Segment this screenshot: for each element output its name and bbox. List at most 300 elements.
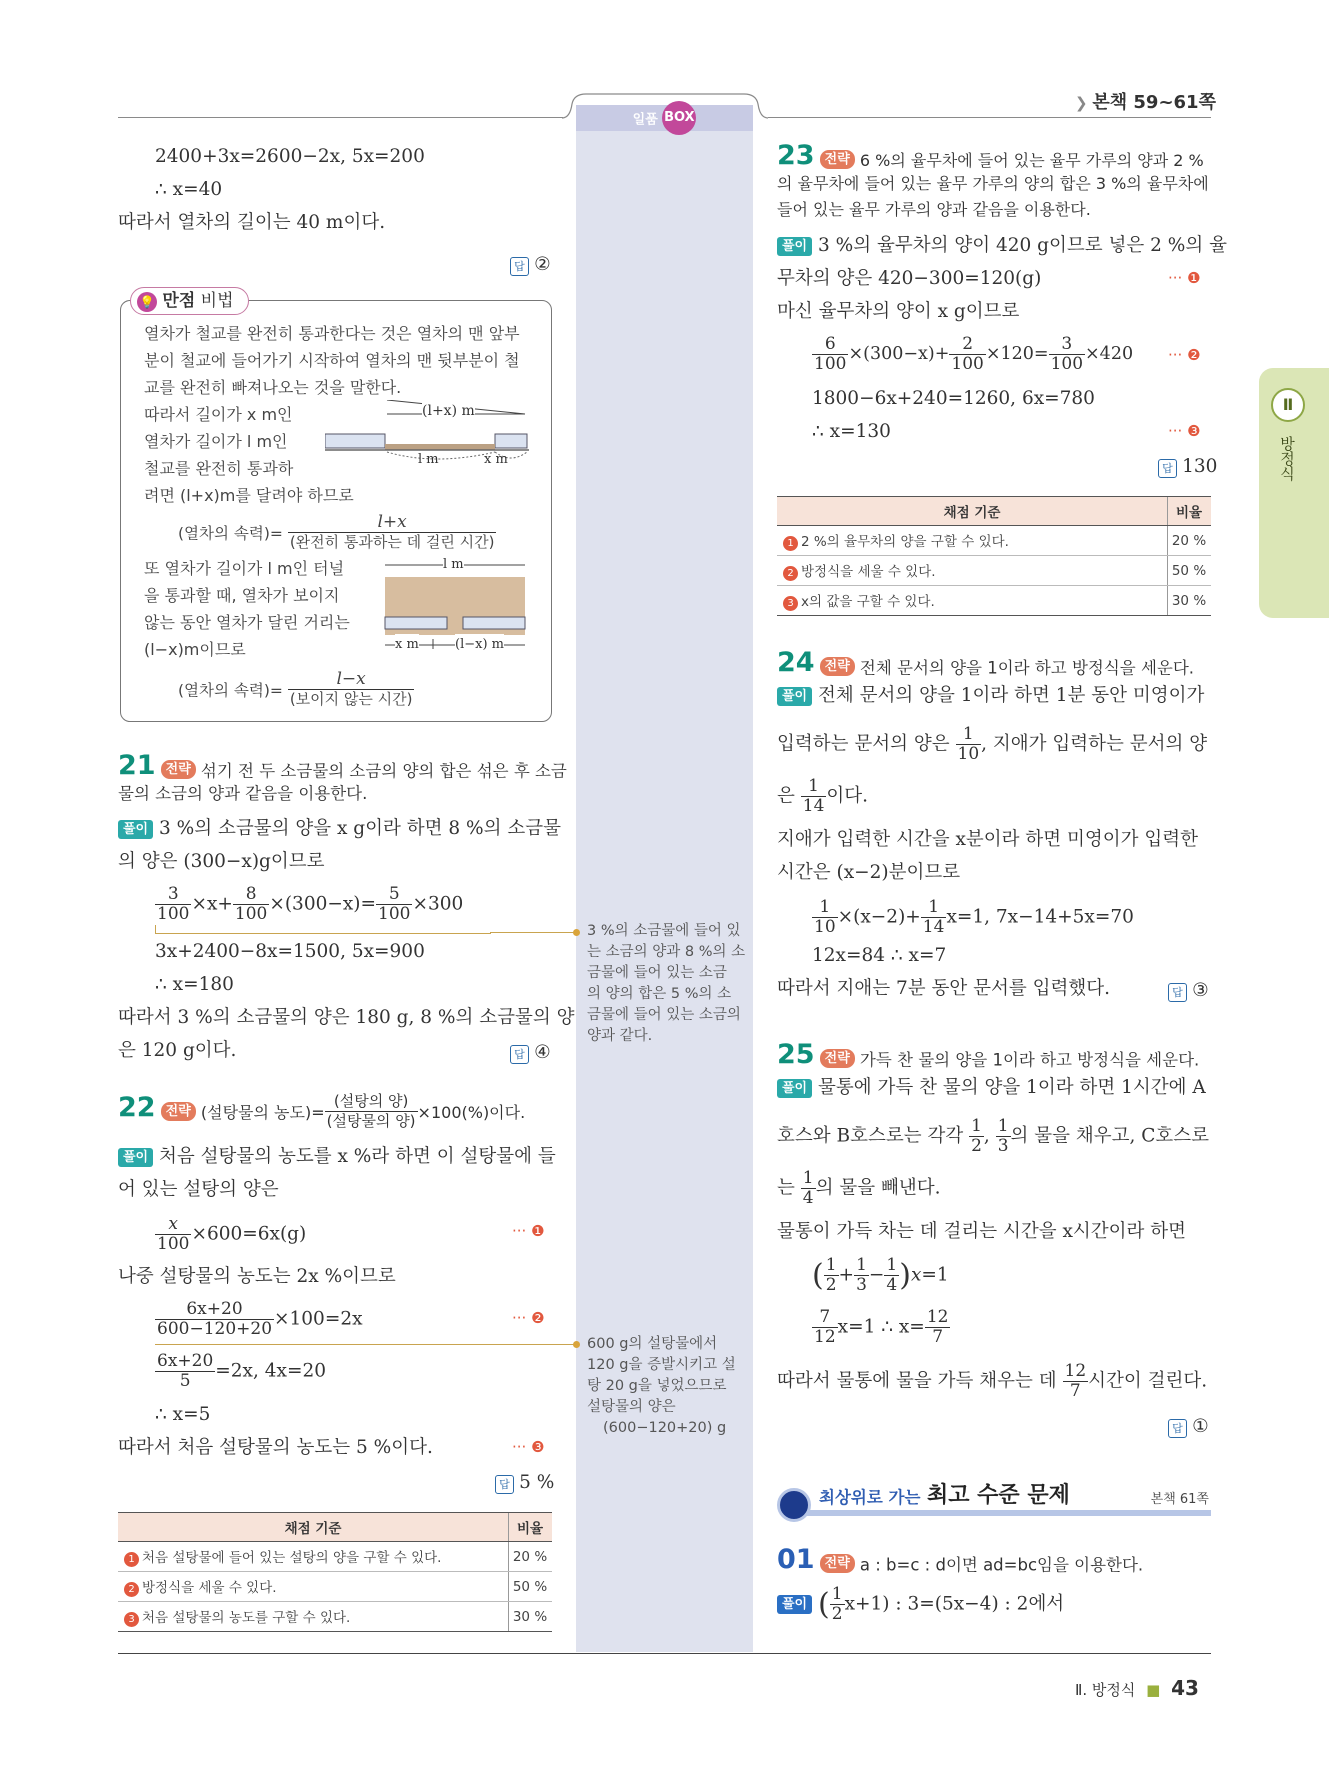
- q25-number: 25: [777, 1039, 815, 1070]
- footer: [1075, 1676, 1199, 1700]
- page-ref-text: 본책 59~61쪽: [1092, 92, 1216, 113]
- frac-den: 100: [1050, 354, 1084, 374]
- text-part: 은: [777, 785, 795, 807]
- frac-den: 100: [814, 354, 847, 374]
- q22-equation-2: [155, 1300, 363, 1339]
- text-part: 시간이 걸린다.: [1088, 1370, 1208, 1392]
- diagram2-x-label: x m: [395, 634, 419, 656]
- tip-line: 을 통과할 때, 열차가 보이지: [144, 586, 340, 605]
- speed2-num: l−x: [288, 670, 415, 690]
- strategy-tag: 전략: [820, 1554, 855, 1573]
- row-text: 방정식을 세울 수 있다.: [142, 1580, 277, 1596]
- diagram2-lx-label: (l−x) m: [455, 634, 504, 656]
- fraction: [801, 1169, 816, 1208]
- q22-strategy-b: ×100(%)이다.: [417, 1103, 526, 1122]
- q22-solution-line2: 어 있는 설탕의 양은: [118, 1179, 279, 1200]
- solution-tag: 풀이: [777, 687, 812, 706]
- frac-den: 7: [1069, 1381, 1081, 1401]
- frac-den: 2: [825, 1275, 837, 1295]
- speed1-lhs: (열차의 속력)=: [178, 524, 283, 543]
- frac-num: 1: [956, 725, 982, 745]
- fraction: [801, 777, 827, 816]
- fraction: [996, 1117, 1011, 1156]
- frac-num: 12: [1064, 1361, 1087, 1381]
- q21-equation-3: ∴ x=180: [155, 974, 234, 995]
- q23-strategy-1: 6 %의 율무차에 들어 있는 율무 가루의 양과 2 %: [859, 151, 1204, 170]
- row-ratio: 30 %: [1168, 586, 1212, 616]
- left-score-table: [118, 1512, 552, 1632]
- q21-equation-1: [155, 885, 463, 924]
- section-dot-icon: [777, 1488, 811, 1522]
- tip-line: 열차가 길이가 l m인: [144, 432, 288, 451]
- table-head-ratio: 비율: [1168, 497, 1212, 526]
- frac-num: 6x+20: [155, 1300, 274, 1320]
- fraction: [949, 335, 985, 374]
- strategy-tag: 전략: [161, 760, 196, 779]
- q21-solution-line2: 의 양은 (300−x)g이므로: [118, 851, 325, 872]
- q24-sol1-text: 전체 문서의 양을 1이라 하면 1분 동안 미영이가: [818, 685, 1205, 706]
- q22-strategy-frac: [325, 1092, 418, 1131]
- frac-den: (설탕물의 양): [326, 1112, 416, 1130]
- tip-line: 려면 (l+x)m를 달려야 하므로: [144, 486, 354, 505]
- table-row: [777, 526, 1211, 556]
- q23-solution-1: [777, 229, 1227, 262]
- header-label-a: 일품: [632, 112, 658, 128]
- frac-num: (설탕의 양): [325, 1092, 418, 1112]
- step-circle-icon: 1: [783, 536, 798, 551]
- tip-title-b: 비법: [200, 291, 234, 311]
- frac-den: 14: [922, 917, 945, 937]
- frac-den: 2: [831, 1604, 843, 1624]
- q22-equation-1: [155, 1215, 306, 1254]
- q24-solution-3: [777, 777, 868, 816]
- q24-solution-1: [777, 679, 1204, 712]
- solution-tag: 풀이: [118, 820, 153, 839]
- frac-num: 8: [233, 885, 269, 905]
- connector-dot-1: [573, 929, 580, 936]
- section-title-b: 최고 수준 문제: [927, 1483, 1070, 1508]
- text-part: 이다.: [826, 785, 869, 807]
- section-title: [777, 1476, 1211, 1520]
- frac-num: 12: [926, 1307, 949, 1327]
- q25-solution-3: [777, 1169, 940, 1208]
- solution-tag: 풀이: [777, 1079, 812, 1098]
- step-circle-icon: 3: [124, 1612, 139, 1627]
- answer-badge-icon: 답: [510, 1045, 529, 1064]
- answer-value: ①: [1192, 1416, 1209, 1437]
- footer-chapter: Ⅱ. 방정식: [1075, 1681, 1136, 1699]
- q24-answer: [1168, 974, 1209, 1007]
- step-marker-1: ··· ❶: [512, 1222, 545, 1240]
- left-top-line3: 따라서 열차의 길이는 40 m이다.: [118, 212, 386, 233]
- answer-value: ③: [1192, 980, 1209, 1001]
- answer-value: ②: [534, 254, 551, 275]
- frac-num: 6: [812, 335, 848, 355]
- text-part: 의 물을 빼낸다.: [815, 1177, 941, 1199]
- left-top-line1: 2400+3x=2600−2x, 5x=200: [155, 146, 425, 167]
- speed2-lhs: (열차의 속력)=: [178, 681, 283, 700]
- eq-part: ×420: [1085, 344, 1134, 364]
- frac-num: 3: [1049, 335, 1085, 355]
- speed1-den: (완전히 통과하는 데 걸린 시간): [289, 533, 495, 551]
- speed2-den: (보이지 않는 시간): [289, 690, 413, 708]
- step-marker-3: ··· ❸: [512, 1438, 545, 1456]
- q01-strategy: a : b=c : d이면 ad=bc임을 이용한다.: [859, 1555, 1144, 1575]
- answer-badge-icon: 답: [1158, 459, 1177, 478]
- note-line: 120 g을 증발시키고 설: [587, 1357, 736, 1373]
- q22-sol1-text: 처음 설탕물의 농도를 x %라 하면 이 설탕물에 들: [159, 1146, 556, 1167]
- fraction: [884, 1256, 899, 1295]
- q24-solution-2: [777, 725, 1207, 764]
- q22-line3: 나중 설탕물의 농도는 2x %이므로: [118, 1266, 396, 1287]
- frac-den: 3: [997, 1136, 1009, 1156]
- eq-part: ×(300−x)=: [269, 893, 377, 915]
- header-center-label: [576, 105, 753, 131]
- table-row: [118, 1602, 552, 1632]
- side-note-1: [587, 921, 745, 1047]
- fraction: [830, 1585, 845, 1624]
- frac-den: 600−120+20: [157, 1319, 273, 1339]
- frac-den: 100: [234, 904, 268, 924]
- speed-formula-1: [178, 513, 496, 552]
- section-ref: 본책 61쪽: [1150, 1492, 1209, 1507]
- frac-num: 5: [376, 885, 412, 905]
- frac-den: 100: [157, 1234, 190, 1254]
- frac-num: 1: [802, 1168, 814, 1188]
- tip-line: 또 열차가 길이가 l m인 터널: [144, 559, 345, 578]
- row-text: 처음 설탕물에 들어 있는 설탕의 양을 구할 수 있다.: [142, 1550, 442, 1566]
- fraction: [155, 1352, 215, 1391]
- text-part: 입력하는 문서의 양은: [777, 733, 950, 755]
- lightbulb-icon: 💡: [137, 292, 157, 312]
- frac-num: 1: [921, 898, 947, 918]
- row-text: 방정식을 세울 수 있다.: [801, 564, 936, 580]
- frac-num: 1: [825, 1255, 837, 1275]
- frac-den: 100: [951, 354, 984, 374]
- tip-line: 않는 동안 열차가 달린 거리는: [144, 613, 350, 632]
- fraction: [1049, 335, 1085, 374]
- fraction: [956, 725, 982, 764]
- footer-page-number: 43: [1171, 1676, 1199, 1700]
- header-rule-left: [118, 117, 563, 118]
- q25-equation-2: [812, 1308, 950, 1347]
- table-row: [777, 586, 1211, 616]
- tip-line: 따라서 길이가 x m인: [144, 405, 293, 424]
- note-line: 의 양의 합은 5 %의 소: [587, 986, 732, 1002]
- step-marker-3: ··· ❸: [1168, 422, 1201, 440]
- q22-header: [118, 1092, 525, 1131]
- note-line: 설탕물의 양은: [587, 1399, 676, 1415]
- q22-conclusion: 따라서 처음 설탕물의 농도는 5 %이다.: [118, 1437, 433, 1458]
- fraction: [233, 885, 269, 924]
- q25-header: [777, 1039, 1199, 1071]
- row-ratio: 50 %: [509, 1572, 553, 1602]
- answer-value: 5 %: [519, 1472, 555, 1493]
- q21-strategy-line2: 물의 소금의 양과 같음을 이용한다.: [118, 784, 368, 803]
- eq-part: x+1: [844, 1593, 883, 1615]
- eq-part: x=1 ∴ x=: [837, 1316, 925, 1338]
- text-part: 호스와 B호스로는 각각: [777, 1125, 964, 1147]
- strategy-tag: 전략: [161, 1102, 196, 1121]
- q24-conclusion: 따라서 지애는 7분 동안 문서를 입력했다.: [777, 978, 1110, 999]
- q22-solution-line1: [118, 1140, 556, 1173]
- page-reference: [1075, 88, 1216, 114]
- text-part: 따라서 물통에 물을 가득 채우는 데: [777, 1370, 1057, 1392]
- q22-equation-4: ∴ x=5: [155, 1404, 211, 1425]
- solution-tag: 풀이: [777, 1595, 812, 1614]
- frac-den: 100: [157, 904, 190, 924]
- diagram1-l-label: l m: [418, 452, 439, 467]
- q21-conclusion-2: 은 120 g이다.: [118, 1040, 237, 1061]
- tip-title: [130, 287, 249, 315]
- step-marker-1: ··· ❶: [1168, 269, 1201, 287]
- step-circle-icon: 2: [783, 566, 798, 581]
- answer-top: [510, 248, 551, 281]
- q01-solution: [777, 1585, 1064, 1624]
- frac-den: 10: [814, 917, 836, 937]
- fraction: [812, 335, 848, 374]
- table-row: [118, 1572, 552, 1602]
- q21-number: 21: [118, 750, 156, 781]
- q25-strategy: 가득 찬 물의 양을 1이라 하고 방정식을 세운다.: [859, 1050, 1200, 1070]
- diagram1-x-label: x m: [484, 452, 508, 467]
- table-head-criteria: 채점 기준: [777, 497, 1168, 526]
- frac-num: 1: [856, 1255, 867, 1275]
- strategy-tag: 전략: [820, 657, 855, 676]
- section-title-a: 최상위로 가는: [819, 1488, 921, 1507]
- paren: (: [818, 1587, 830, 1622]
- q21-conclusion-1: 따라서 3 %의 소금물의 양은 180 g, 8 %의 소금물의 양: [118, 1007, 575, 1028]
- eq-part: =2x, 4x=20: [215, 1360, 326, 1382]
- q25-answer: [1168, 1410, 1209, 1443]
- note-line: 는 소금의 양과 8 %의 소: [587, 944, 746, 960]
- side-chapter-tab: [1259, 368, 1329, 618]
- eq-part: ×300: [412, 893, 464, 915]
- fraction: [155, 1215, 191, 1254]
- row-ratio: 30 %: [509, 1602, 553, 1632]
- step-circle-icon: 2: [124, 1582, 139, 1597]
- solution-tag: 풀이: [118, 1148, 153, 1167]
- diagram1-top-label: (l+x) m: [422, 400, 475, 422]
- q01-header: [777, 1544, 1143, 1576]
- side-tab-roman: Ⅱ: [1271, 388, 1305, 422]
- q21-sol1-text: 3 %의 소금물의 양을 x g이라 하면 8 %의 소금물: [159, 818, 561, 839]
- answer-badge-icon: 답: [1168, 983, 1187, 1002]
- footer-separator-icon: ■: [1146, 1681, 1161, 1699]
- q25-conclusion: [777, 1362, 1207, 1401]
- tip-line: 분이 철교에 들어가기 시작하여 열차의 맨 뒷부분이 철: [144, 351, 520, 370]
- q24-solution-5: 시간은 (x−2)분이므로: [777, 862, 961, 883]
- fraction: [155, 885, 191, 924]
- row-ratio: 50 %: [1168, 556, 1212, 586]
- frac-num: x: [155, 1215, 191, 1235]
- frac-den: 3: [856, 1275, 867, 1295]
- frac-den: 5: [179, 1371, 191, 1391]
- fraction: [854, 1256, 869, 1295]
- q21-equation-2: 3x+2400−8x=1500, 5x=900: [155, 941, 425, 962]
- table-row: [777, 556, 1211, 586]
- frac-den: 14: [802, 796, 825, 816]
- connector-dot-2: [573, 1341, 580, 1348]
- row-text: 2 %의 율무차의 양을 구할 수 있다.: [801, 534, 1009, 550]
- frac-den: 100: [378, 904, 411, 924]
- answer-value: ④: [534, 1042, 551, 1063]
- frac-num: 2: [949, 335, 985, 355]
- box-badge: BOX: [662, 101, 696, 135]
- frac-num: 1: [801, 777, 827, 797]
- answer-badge-icon: 답: [510, 257, 529, 276]
- fraction: [812, 1308, 838, 1347]
- eq-part: ×(300−x)+: [848, 344, 950, 364]
- fraction: [824, 1256, 839, 1295]
- q22-equation-3: [155, 1352, 326, 1391]
- step-circle-icon: 1: [124, 1552, 139, 1567]
- strategy-tag: 전략: [820, 150, 855, 169]
- q23-solution-3: 마신 율무차의 양이 x g이므로: [777, 301, 1020, 322]
- q24-header: [777, 647, 1194, 679]
- paren: (: [812, 1258, 824, 1293]
- note-line: 금물에 들어 있는 소금의: [587, 1007, 741, 1023]
- tip-text-2: [144, 555, 350, 663]
- connector-line-2: [155, 1344, 578, 1345]
- fraction: [376, 885, 412, 924]
- speed-formula-2: [178, 670, 414, 709]
- q23-number: 23: [777, 140, 815, 171]
- frac-den: 12: [814, 1327, 836, 1347]
- frac-num: 1: [831, 1584, 843, 1604]
- side-note-2: [587, 1334, 736, 1439]
- eq-part: ×120=: [985, 344, 1049, 364]
- frac-den: 10: [957, 744, 980, 764]
- answer-badge-icon: 답: [495, 1475, 514, 1494]
- fraction: [925, 1308, 951, 1347]
- q23-header: [777, 140, 1204, 171]
- tip-line: 열차가 철교를 완전히 통과한다는 것은 열차의 맨 앞부: [144, 324, 520, 343]
- q23-answer: [1158, 450, 1217, 483]
- tip-title-a: 만점: [162, 291, 196, 311]
- answer-badge-icon: 답: [1168, 1419, 1187, 1438]
- eq-part: ×100=2x: [274, 1308, 363, 1330]
- row-text: x의 값을 구할 수 있다.: [801, 594, 935, 610]
- side-tab-label: 방정식: [1278, 436, 1296, 481]
- q23-solution-2: 무차의 양은 420−300=120(g): [777, 268, 1042, 289]
- q23-equation-2: 1800−6x+240=1260, 6x=780: [812, 388, 1095, 409]
- frac-num: 1: [812, 898, 838, 918]
- frac-num: 1: [971, 1116, 982, 1136]
- speed2-fraction: [288, 670, 415, 709]
- diagram2-top-label: l m: [443, 554, 464, 576]
- q22-answer: [495, 1466, 554, 1499]
- q23-equation-3: ∴ x=130: [812, 421, 891, 442]
- speed1-fraction: [288, 513, 497, 552]
- q24-number: 24: [777, 647, 815, 678]
- eq-part: ×600=6x(g): [191, 1223, 307, 1245]
- q22-strategy-a: (설탕물의 농도)=: [200, 1103, 325, 1122]
- eq-part: x=1, 7x−14+5x=70: [946, 906, 1134, 928]
- eq-part: ×(x−2)+: [837, 906, 921, 928]
- connector-line-1b: [490, 932, 578, 933]
- q23-sol1-text: 3 %의 율무차의 양이 420 g이므로 넣은 2 %의 율: [818, 235, 1227, 256]
- right-score-table: [777, 496, 1211, 616]
- step-marker-2: ··· ❷: [1168, 346, 1201, 364]
- note-line: 양과 같다.: [587, 1028, 653, 1044]
- text-part: 는: [777, 1177, 795, 1199]
- q24-strategy: 전체 문서의 양을 1이라 하고 방정식을 세운다.: [859, 658, 1195, 678]
- q24-solution-4: 지애가 입력한 시간을 x분이라 하면 미영이가 입력한: [777, 829, 1199, 850]
- fraction: [155, 1300, 274, 1339]
- table-head-criteria: 채점 기준: [118, 1513, 509, 1542]
- fraction: [812, 898, 838, 937]
- row-ratio: 20 %: [509, 1542, 553, 1572]
- frac-num: 7: [812, 1308, 838, 1328]
- note-line: (600−120+20) g: [603, 1420, 727, 1436]
- header-rule-right: [768, 117, 1211, 118]
- text-part: , 지애가 입력하는 문서의 양: [981, 733, 1208, 755]
- answer-value: 130: [1182, 456, 1218, 477]
- q25-solution-2: 호스와 B호스로는 각각 $\frac{1}{2}$ , $\frac{1}{3}$ 의 물을 채우고, C호스로: [777, 1116, 1210, 1156]
- q21-answer: [510, 1036, 551, 1069]
- frac-den: 7: [932, 1327, 944, 1347]
- q21-header: [118, 750, 567, 782]
- footer-rule: [118, 1653, 1211, 1654]
- q24-equation-2: 12x=84 ∴ x=7: [812, 945, 947, 966]
- text-part: 의 물을 채우고, C호스로: [1010, 1125, 1210, 1147]
- q23-strategy-3: 들어 있는 율무 가루의 양과 같음을 이용한다.: [777, 200, 1091, 219]
- row-ratio: 20 %: [1168, 526, 1212, 556]
- note-line: 탕 20 g을 넣었으므로: [587, 1378, 727, 1394]
- q24-equation-1: [812, 898, 1134, 937]
- strategy-tag: 전략: [820, 1049, 855, 1068]
- q23-strategy-2: 의 율무차에 들어 있는 율무 가루의 양의 합은 3 %의 율무차에: [777, 174, 1209, 193]
- fraction: [1063, 1362, 1089, 1401]
- row-text: 처음 설탕물의 농도를 구할 수 있다.: [142, 1610, 351, 1626]
- left-top-line2: ∴ x=40: [155, 179, 223, 200]
- step-marker-2: ··· ❷: [512, 1309, 545, 1327]
- q21-solution-line1: [118, 812, 561, 845]
- tip-line: (l−x)m이므로: [144, 640, 246, 659]
- paren: ): [899, 1258, 911, 1293]
- speed1-num: l+x: [288, 513, 497, 533]
- section-underline: [787, 1510, 1211, 1516]
- frac-num: 6x+20: [157, 1351, 214, 1371]
- note-line: 3 %의 소금물에 들어 있: [587, 923, 741, 939]
- note-line: 금물에 들어 있는 소금: [587, 965, 727, 981]
- chevron-right-icon: ❯: [1075, 94, 1088, 112]
- note-line: 600 g의 설탕물에서: [587, 1336, 718, 1352]
- eq-part: ) : 3=(5x−4) : 2에서: [882, 1593, 1065, 1615]
- fraction: [921, 898, 947, 937]
- frac-den: 2: [971, 1136, 982, 1156]
- frac-num: 1: [997, 1116, 1009, 1136]
- connector-line-1: [155, 925, 491, 934]
- q25-solution-1: [777, 1071, 1206, 1104]
- frac-num: 1: [886, 1255, 898, 1275]
- q22-number: 22: [118, 1092, 156, 1123]
- frac-den: 4: [802, 1188, 814, 1208]
- frac-den: 4: [886, 1275, 898, 1295]
- tip-line: 철교를 완전히 통과하: [144, 459, 294, 478]
- q21-strategy-line1: 섞기 전 두 소금물의 소금의 양의 합은 섞은 후 소금: [200, 761, 567, 781]
- solution-tag: 풀이: [777, 237, 812, 256]
- q23-equation-1: [812, 335, 1133, 374]
- step-circle-icon: 3: [783, 596, 798, 611]
- q25-equation-1: ( $\frac{1}{2}$ + $\frac{1}{3}$ − $\frac{1}{4}$ )x=1: [812, 1255, 949, 1295]
- eq-part: ×x+: [191, 893, 233, 915]
- q01-number: 01: [777, 1544, 815, 1575]
- table-row: [118, 1542, 552, 1572]
- fraction: [969, 1117, 984, 1156]
- table-head-ratio: 비율: [509, 1513, 553, 1542]
